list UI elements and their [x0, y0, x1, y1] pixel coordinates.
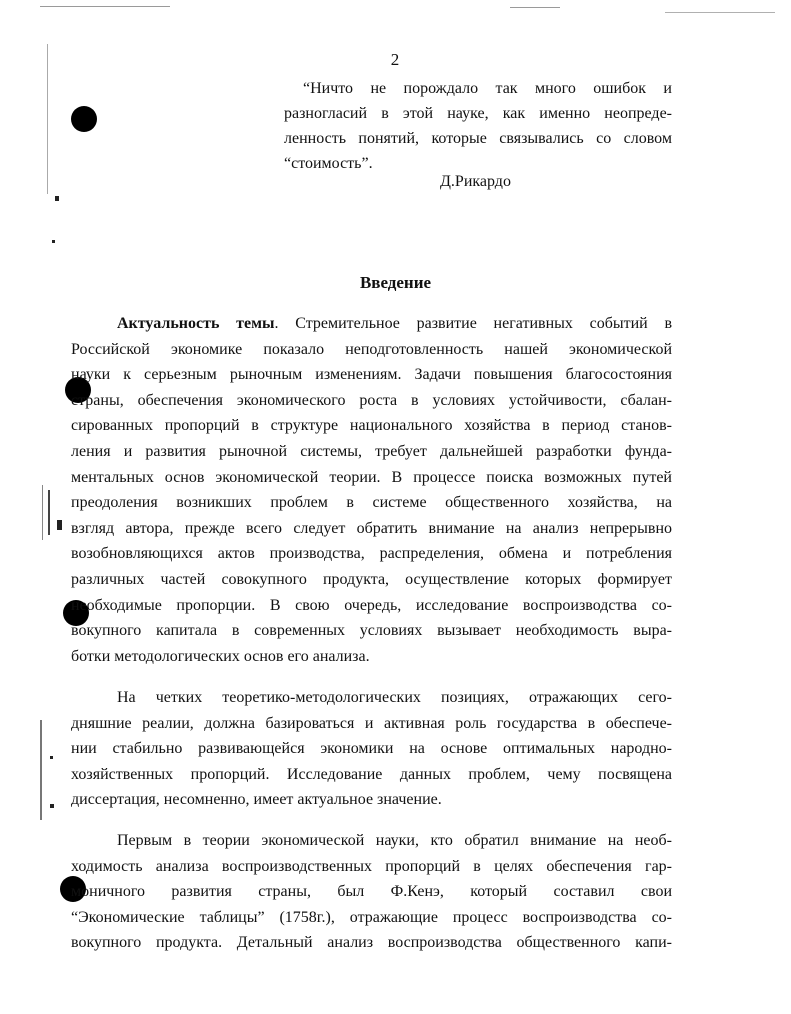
- scan-artifact-mark: [50, 804, 54, 808]
- punch-hole: [71, 106, 97, 132]
- paragraph-state-role: [71, 685, 672, 813]
- paragraph-line: ботки методологических основ его анализа.: [71, 647, 370, 665]
- scan-artifact-mark: [57, 520, 62, 530]
- paragraph-line: науки к серьезным рыночным изменениям. Задачи повышения благосостояния: [71, 366, 672, 384]
- paragraph-line: возобновляющихся актов производства, распределения, обмена и потребления: [71, 545, 672, 563]
- paragraph-line: взгляд автора, прежде всего следует обратить внимание на анализ непрерывно: [71, 519, 672, 537]
- paragraph-line: ментальных основ экономической теории. В процессе поиска возможных путей: [71, 468, 672, 486]
- epigraph-quote: [284, 76, 672, 176]
- paragraph-line: сированных пропорций в структуре национального хозяйства в период станов-: [71, 417, 672, 435]
- paragraph-line: ления и развития рыночной системы, требует дальнейшей разработки фунда-: [71, 442, 672, 460]
- paragraph-line: ходимость анализа воспроизводственных пропорций в целях обеспечения гар-: [71, 857, 672, 875]
- paragraph-line: [71, 311, 672, 337]
- epigraph-author: Д.Рикардо: [440, 173, 511, 190]
- paragraph-line: На четких теоретико-методологических позициях, отражающих сего-: [117, 689, 672, 706]
- paragraph-line: вокупного продукта. Детальный анализ воспроизводства общественного капи-: [71, 934, 672, 952]
- scan-artifact-mark: [52, 240, 55, 243]
- paragraph-quesnay: [71, 828, 672, 956]
- paragraph-relevance: [71, 311, 672, 669]
- scan-artifact-left-margin: [40, 720, 42, 820]
- paragraph-line: преодоления возникших проблем в системе общественного хозяйства, на: [71, 494, 672, 512]
- scan-artifact-left-margin: [48, 490, 50, 535]
- scan-artifact-top-far-right: [665, 12, 775, 13]
- epigraph-line: “стоимость”.: [284, 155, 373, 172]
- paragraph-line: Первым в теории экономической науки, кто обратил внимание на необ-: [117, 832, 672, 849]
- paragraph-line: Российской экономике показало неподготовленность нашей экономической: [71, 340, 672, 358]
- scan-artifact-left-margin: [42, 485, 43, 540]
- topic-relevance-label: Актуальность темы: [117, 315, 275, 332]
- scan-artifact-mark: [55, 196, 59, 201]
- scan-artifact-top-right: [510, 7, 560, 8]
- paragraph-line: необходимые пропорции. В свою очередь, исследование воспроизводства со-: [71, 596, 672, 614]
- scan-artifact-top-left: [40, 6, 170, 7]
- scan-artifact-left-margin: [47, 44, 48, 194]
- paragraph-line: страны, обеспечения экономического роста в условиях устойчивости, сбалан-: [71, 391, 672, 409]
- paragraph-line: вокупного капитала в современных условиях вызывает необходимость выра-: [71, 622, 672, 640]
- paragraph-line: различных частей совокупного продукта, осуществление которых формирует: [71, 570, 672, 588]
- paragraph-line: нии стабильно развивающейся экономики на основе оптимальных народно-: [71, 740, 672, 758]
- epigraph-line: разногласий в этой науке, как именно неопреде-: [284, 105, 672, 122]
- paragraph-lead-text: . Стремительное развитие негативных событий в: [274, 315, 672, 332]
- paragraph-line: моничного развития страны, был Ф.Кенэ, который составил свои: [71, 883, 672, 901]
- paragraph-line: дняшние реалии, должна базироваться и активная роль государства в обеспече-: [71, 714, 672, 732]
- paragraph-line: “Экономические таблицы” (1758г.), отражающие процесс воспроизводства со-: [71, 908, 672, 926]
- page-number: 2: [390, 50, 400, 69]
- scan-artifact-mark: [50, 756, 53, 759]
- paragraph-line: хозяйственных пропорций. Исследование данных проблем, чему посвящена: [71, 765, 672, 783]
- epigraph-line: ленность понятий, которые связывались со словом: [284, 130, 672, 147]
- epigraph-line: “Ничто не порождало так много ошибок и: [303, 80, 672, 97]
- section-title: Введение: [359, 273, 432, 292]
- paragraph-line: диссертация, несомненно, имеет актуальное значение.: [71, 791, 442, 809]
